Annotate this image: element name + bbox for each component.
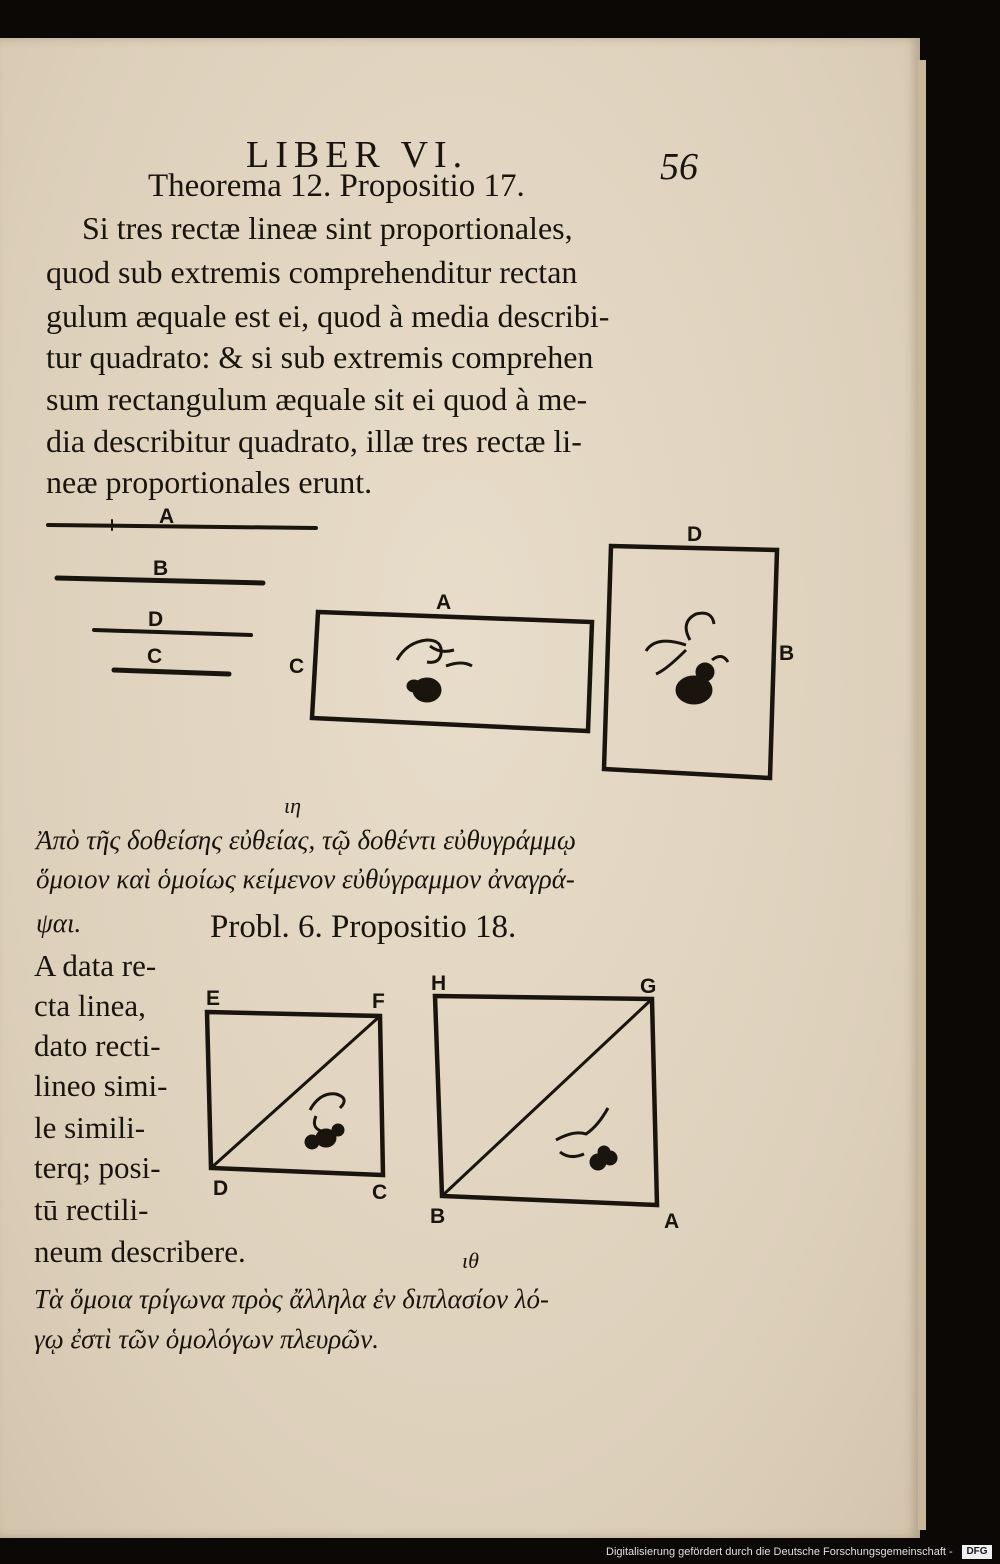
text-line: cta linea, [34, 988, 146, 1023]
theorem-heading: Theorema 12. Propositio 17. [148, 168, 525, 204]
text-line: dia describitur quadrato, illæ tres rectæ li- [46, 423, 582, 459]
label-b-line: B [153, 557, 169, 580]
ornament-3 [305, 1094, 344, 1149]
label-square-top: D [687, 523, 703, 546]
label-b: B [430, 1205, 446, 1228]
label-g: G [640, 975, 657, 998]
diagonal-fd [211, 1016, 380, 1168]
digitization-credit: Digitalisierung gefördert durch die Deutsche Forschungsgemeinschaft - [606, 1546, 953, 1558]
text-line: neum describere. [34, 1234, 246, 1269]
label-square-right: B [779, 642, 795, 665]
label-a: A [664, 1210, 680, 1233]
diagonal-gb [442, 999, 652, 1196]
rectangle-db [604, 546, 777, 778]
text-line: terq; posi- [34, 1150, 161, 1185]
label-d: D [213, 1177, 229, 1200]
label-h: H [431, 972, 447, 995]
text-line: Si tres rectæ lineæ sint proportionales, [82, 210, 573, 246]
ornament-2 [646, 613, 728, 704]
greek-numeral: ιη [284, 793, 302, 818]
text-line: quod sub extremis comprehenditur rectan [46, 254, 578, 290]
text-line: lineo simi- [34, 1068, 168, 1103]
greek-numeral: ιθ [462, 1248, 479, 1273]
text-line: sum rectangulum æquale sit ei quod à me- [46, 381, 588, 417]
text-line: le simili- [34, 1110, 146, 1145]
label-rect-top: A [436, 591, 452, 614]
greek-line: Τὰ ὅμοια τρίγωνα πρὸς ἄλληλα ἐν διπλασίον λό- [34, 1284, 549, 1314]
label-f: F [372, 990, 385, 1013]
text-line: tū rectili- [34, 1192, 149, 1227]
greek-line: ψαι. [36, 908, 82, 938]
label-c: C [372, 1181, 388, 1204]
problem-heading: Probl. 6. Propositio 18. [210, 909, 517, 945]
label-a-line: A [159, 505, 175, 528]
text-line: neæ proportionales erunt. [46, 464, 373, 500]
ornament-1 [397, 640, 472, 702]
text-line: dato recti- [34, 1028, 161, 1063]
text-line: gulum æquale est ei, quod à media describi- [46, 298, 610, 334]
ornament-4 [556, 1108, 617, 1170]
line-a [48, 525, 316, 528]
rectangle-ca [312, 612, 592, 731]
greek-line: γῳ ἐστὶ τῶν ὁμολόγων πλευρῶν. [34, 1324, 379, 1354]
label-c-line: C [147, 645, 163, 668]
text-line: A data re- [34, 948, 157, 983]
greek-line: ὅμοιον καὶ ὁμοίως κείμενον εὐθύγραμμον ἀναγρά- [36, 864, 575, 894]
line-d [94, 630, 251, 635]
dfg-logo: DFG [962, 1545, 992, 1559]
running-header: LIBER VI. [246, 134, 469, 176]
label-rect-left: C [289, 655, 305, 678]
label-d-line: D [148, 608, 164, 631]
page-number: 56 [660, 146, 698, 188]
label-e: E [206, 987, 221, 1010]
line-c [114, 670, 229, 674]
text-line: tur quadrato: & si sub extremis comprehen [46, 339, 594, 375]
greek-line: Ἀπὸ τῆς δοθείσης εὐθείας, τῷ δοθέντι εὐθυγράμμῳ [36, 825, 576, 855]
